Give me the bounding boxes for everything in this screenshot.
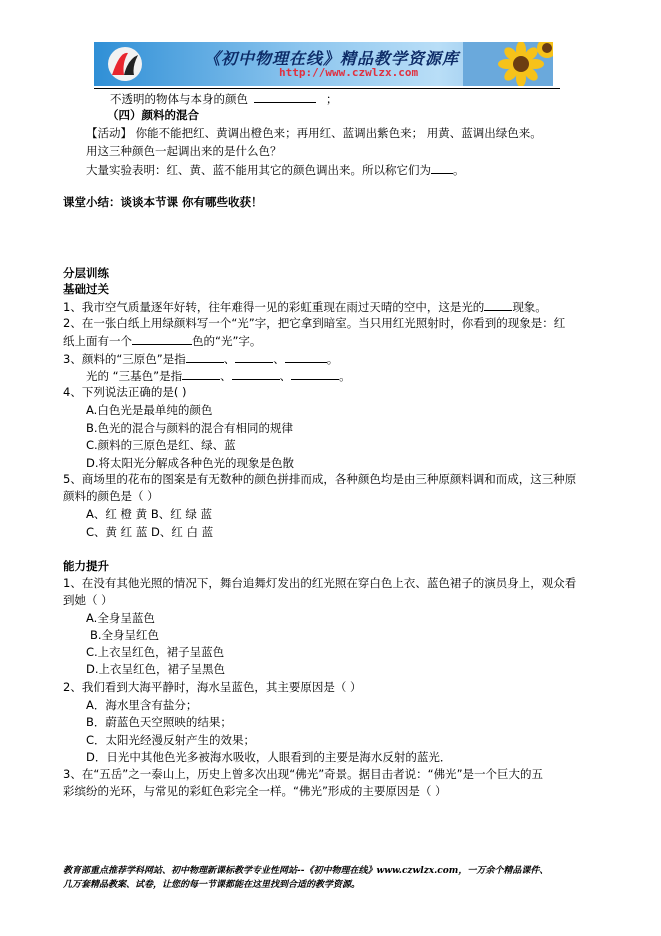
question-line: 5、商场里的花布的图案是有无数种的颜色拼排而成，各种颜色均是由三种原颜料调和而成，这三种原 [63, 472, 577, 486]
option-line: C.颜料的三原色是红、绿、蓝 [86, 438, 236, 452]
option-line: D.上衣呈红色，裙子呈黑色 [86, 662, 226, 676]
question-line: 到她（ ） [63, 593, 113, 607]
option-line: A.全身呈蓝色 [86, 611, 155, 625]
section-heading: 分层训练 [63, 266, 109, 280]
text-line: 【活动】 你能不能把红、黄调出橙色来；再用红、蓝调出紫色来； 用黄、蓝调出绿色来。 [86, 126, 542, 140]
text-line: 不透明的物体与本身的颜色 ； [110, 92, 338, 106]
option-line: A.白色光是最单纯的颜色 [86, 403, 213, 417]
option-line: C.上衣呈红色，裙子呈蓝色 [86, 645, 225, 659]
text-line: 大量实验表明：红、黄、蓝不能用其它的颜色调出来。所以称它们为 。 [86, 163, 465, 177]
question-line: 纸上面有一个 色的“光”字。 [63, 334, 262, 348]
section-heading: 基础过关 [63, 282, 109, 296]
header-divider [94, 88, 560, 89]
question-line: 3、在“五岳”之一泰山上，历史上曾多次出现“佛光”奇景。据目击者说：“佛光”是一个巨大的五 [63, 767, 544, 781]
option-line: B.全身呈红色 [90, 628, 160, 642]
question-line: 4、下列说法正确的是( ) [63, 385, 187, 399]
sunflower-icon [463, 42, 553, 86]
question-line: 光的 “三基色”是指 、 、 。 [86, 369, 351, 383]
page-footer [63, 864, 548, 892]
option-line: A、红 橙 黄 B、红 绿 蓝 [86, 507, 213, 521]
option-line: B.色光的混合与颜料的混合有相同的规律 [86, 421, 294, 435]
option-line: A．海水里含有盐分； [86, 698, 198, 712]
header-banner [94, 42, 553, 86]
option-line: B．蔚蓝色天空照映的结果； [86, 715, 232, 729]
question-line: 1、在没有其他光照的情况下，舞台追舞灯发出的红光照在穿白色上衣、蓝色裙子的演员身上，观众看 [63, 576, 577, 590]
question-line: 3、颜料的“三原色”是指 、 、 。 [63, 352, 339, 366]
question-line: 2、我们看到大海平静时，海水呈蓝色，其主要原因是（ ） [63, 680, 362, 694]
site-logo-icon [106, 45, 144, 83]
option-line: D.将太阳光分解成各种色光的现象是色散 [86, 456, 295, 470]
footer-line: 几万套精品教案、试卷，让您的每一节课都能在这里找到合适的教学资源。 [63, 880, 361, 890]
question-line: 彩缤纷的光环，与常见的彩虹色彩完全一样。“佛光”形成的主要原因是（ ） [63, 784, 447, 798]
section-heading: （四）颜料的混合 [107, 108, 199, 122]
footer-line: 教育部重点推荐学科网站、初中物理新课标教学专业性网站--《初中物理在线》www.czwlzx.com，一万余个精品课件、 [63, 866, 549, 876]
question-line: 颜料的颜色是（ ） [63, 489, 159, 503]
section-heading: 能力提升 [63, 559, 109, 573]
option-line: D．日光中其他色光多被海水吸收，人眼看到的主要是海水反射的蓝光． [86, 750, 452, 764]
question-line: 2、在一张白纸上用绿颜料写一个“光”字，把它拿到暗室。当只用红光照射时，你看到的现象是：红 [63, 316, 566, 330]
option-line: C．太阳光经漫反射产生的效果； [86, 733, 256, 747]
summary-heading: 课堂小结：谈谈本节课 你有哪些收获！ [63, 195, 263, 209]
option-line: C、黄 红 蓝 D、红 白 蓝 [86, 525, 214, 539]
header-url[interactable]: http://www.czwlzx.com [279, 66, 419, 79]
text-line: 用这三种颜色一起调出来的是什么色？ [86, 144, 282, 158]
header-title: 《初中物理在线》精品教学资源库 [204, 49, 460, 68]
question-line: 1、我市空气质量逐年好转，往年难得一见的彩虹重现在雨过天晴的空中，这是光的 现象。 [63, 300, 547, 314]
